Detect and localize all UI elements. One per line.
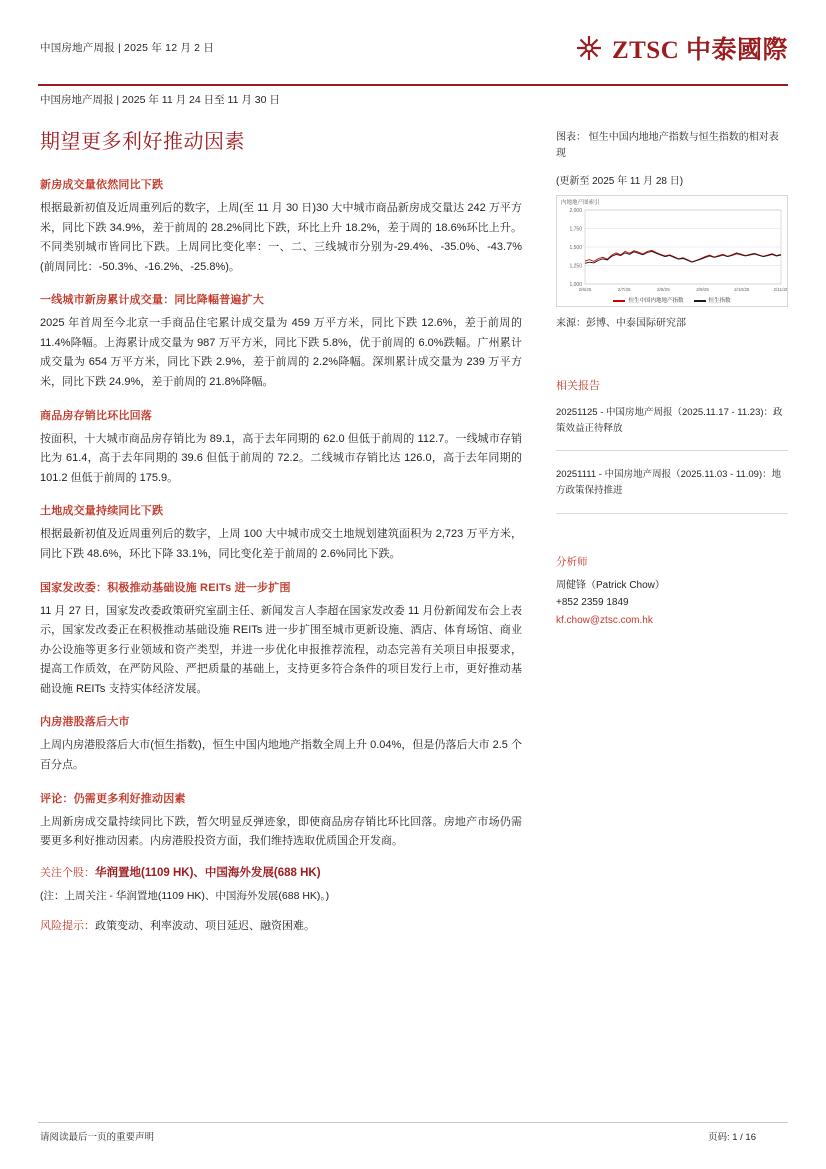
svg-text:2/7/25: 2/7/25 <box>617 287 631 292</box>
footer-divider <box>38 1122 788 1123</box>
logo-mark-icon <box>574 33 604 63</box>
stock-focus-label: 关注个股： <box>40 866 95 879</box>
section-body: 按面积，十大城市商品房存销比为 89.1，高于去年同期的 62.0 但低于前周的 112.7。一线城市存销比为 61.4，高于去年同期的 39.6 但低于前周的 72.2。二线城市存销比达 126.0，高于去年同期的 101.2 但低于前周的 175.9。 <box>40 432 522 484</box>
logo-text: ZTSC 中泰國際 <box>611 37 788 64</box>
stock-focus <box>40 864 522 880</box>
section-heading: 内房港股落后大市 <box>40 716 130 729</box>
relative-performance-chart <box>556 195 788 307</box>
risk-disclosure <box>40 917 522 933</box>
analyst-phone: +852 2359 1849 <box>556 597 629 609</box>
figure-source: 来源：彭博、中泰国际研究部 <box>556 318 686 329</box>
footer-disclaimer: 请阅读最后一页的重要声明 <box>40 1132 155 1143</box>
report-period-line: 中国房地产周报 | 2025 年 11 月 24 日至 11 月 30 日 <box>40 94 280 106</box>
section-heading: 评论：仍需更多利好推动因素 <box>40 792 186 805</box>
svg-text:1,750: 1,750 <box>569 226 582 233</box>
section-heading: 国家发改委：积极推动基础设施 REITs 进一步扩围 <box>40 581 291 594</box>
section-body: 11 月 27 日，国家发改委政策研究室副主任、新闻发言人李超在国家发改委 11 月份新闻发布会上表示，国家发改委正在积极推动基础设施 REITs 进一步扩围至城市更新设施、酒店、体育场馆、商业办公设施等更多行业领域和资产类型，并进一步优化申报推荐流程，动态完善有关项目申报要求，提高工作质效，在严防风险、严把质量的基础上，支持更多符合条件的项目发行上市，更好推动基础设施 REITs 支持实体经济发展。 <box>40 604 522 695</box>
stock-focus-value: 华润置地(1109 HK)、中国海外发展(688 HK) <box>95 866 321 879</box>
svg-text:1,000: 1,000 <box>569 282 582 288</box>
figure-update-date: (更新至 2025 年 11 月 28 日) <box>556 176 684 187</box>
analyst-heading: 分析师 <box>556 555 588 568</box>
related-reports-heading: 相关报告 <box>556 380 600 392</box>
section-body: 根据最新初值及近周重列后的数字，上周(至 11 月 30 日)30 大中城市商品新房成交量达 242 万平方米，同比下跌 34.9%，差于前周的 28.2%同比下跌，环比上升 18.2%，差于周的 18.6%环比上升。不同类别城市皆同比下跌。上周同比变化率：一、二、三线城市分别为-29.4%、-35.0%、-43.7%(前周同比：-50.3%、-16.2%、-25.8%)。 <box>40 202 522 273</box>
svg-text:1,500: 1,500 <box>569 245 582 251</box>
chart-legend <box>557 296 787 304</box>
main-content <box>40 125 522 933</box>
header-divider <box>38 84 788 86</box>
chart-plot <box>559 198 787 306</box>
page-title: 期望更多利好推动因素 <box>40 131 245 153</box>
section-heading: 商品房存销比环比回落 <box>40 409 152 422</box>
svg-text:2/10/25: 2/10/25 <box>734 287 750 292</box>
section-heading: 新房成交量依然同比下跌 <box>40 179 164 191</box>
page-header <box>38 30 788 82</box>
header-report-line: 中国房地产周报 | 2025 年 12 月 2 日 <box>40 42 215 54</box>
section-heading: 一线城市新房累计成交量：同比降幅普遍扩大 <box>40 294 264 307</box>
figure-caption: 图表： 恒生中国内地地产指数与恒生指数的相对表现 <box>556 132 779 159</box>
analyst-name: 周健锋（Patrick Chow） <box>556 579 665 591</box>
related-report-item[interactable]: 20251125 - 中国房地产周报（2025.11.17 - 11.23)：政策效益正待释放 <box>556 405 788 451</box>
legend-item-hang-seng-index: 恒生指数 <box>694 296 731 304</box>
analyst-email[interactable]: kf.chow@ztsc.com.hk <box>556 614 653 626</box>
svg-text:2/6/25: 2/6/25 <box>578 287 592 292</box>
sidebar <box>556 130 788 629</box>
svg-text:2,000: 2,000 <box>569 208 582 214</box>
chart-title: 内地地产图索引 <box>561 200 600 206</box>
company-logo <box>574 30 788 66</box>
svg-text:2/9/25: 2/9/25 <box>696 287 709 292</box>
section-body: 根据最新初值及近周重列后的数字，上周 100 大中城市成交土地规划建筑面积为 2,723 万平方米，同比下跌 48.6%，环比下降 33.1%，同比变化差于前周的 2.6%同比下跌。 <box>40 528 522 560</box>
risk-value: 政策变动、利率波动、项目延迟、融资困难。 <box>95 919 315 932</box>
legend-item-hs-mainland-properties: 恒生中国内地地产指数 <box>613 296 683 304</box>
svg-text:2/11/25: 2/11/25 <box>773 287 787 292</box>
svg-text:1,250: 1,250 <box>569 263 582 270</box>
footer-page-number: 页码: 1 / 16 <box>707 1132 756 1143</box>
svg-text:2/8/25: 2/8/25 <box>657 287 670 292</box>
stock-focus-note: (注：上周关注 - 华润置地(1109 HK)、中国海外发展(688 HK)。) <box>40 889 330 902</box>
risk-label: 风险提示： <box>40 919 95 932</box>
section-body: 2025 年首周至今北京一手商品住宅累计成交量为 459 万平方米，同比下跌 12.6%，差于前周的 11.4%降幅。上海累计成交量为 987 万平方米，同比下跌 5.8%，优于前周的 6.0%跌幅。广州累计成交量为 654 万平方米，同比下跌 2.9%，差于前周的 2.2%降幅。深圳累计成交量为 239 万平方米，同比下跌 24.9%，差于前周的 21.8%降幅。 <box>40 317 522 389</box>
section-heading: 土地成交量持续同比下跌 <box>40 505 164 518</box>
section-body: 上周内房港股落后大市(恒生指数)，恒生中国内地地产指数全周上升 0.04%，但是仍落后大市 2.5 个百分点。 <box>40 739 522 771</box>
section-body: 上周新房成交量持续同比下跌，暂欠明显反弹迹象，即使商品房存销比环比回落。房地产市场仍需要更多利好推动因素。内房港股投资方面，我们维持选取优质国企开发商。 <box>40 815 522 848</box>
related-report-item[interactable]: 20251111 - 中国房地产周报（2025.11.03 - 11.09)：地方政策保持推进 <box>556 467 788 513</box>
